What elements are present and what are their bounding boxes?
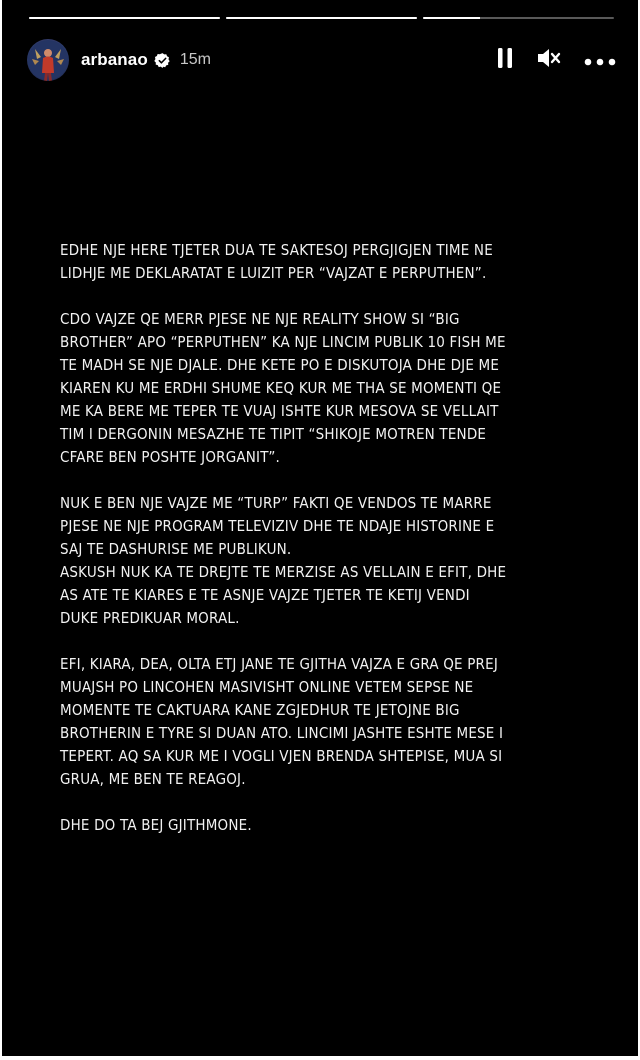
progress-fill: [226, 17, 417, 19]
avatar-figure-icon: [27, 39, 69, 81]
story-paragraph: CDO VAJZE QE MERR PJESE NE NJE REALITY SHOW SI “BIG BROTHER” APO “PERPUTHEN” KA NJE LINCIM PUBLIK 10 FISH ME TE MADH SE NJE DJALE. DHE KETE PO E DISKUTOJA DHE DJE ME KIAREN KU ME ERDHI SHUME KEQ KUR ME THA SE MOMENTI QE ME KA BERE ME TEPER TE VUAJ ISHTE KUR MESOVA SE VELLAIT TIM I DERGONIN MESAZHE TE TIPIT “SHIKOJE MOTREN TENDE CFARE BEN POSHTE JORGANIT”.: [60, 310, 506, 466]
verified-badge-icon: [154, 52, 171, 69]
progress-segment: [29, 17, 220, 19]
progress-segment: [226, 17, 417, 19]
story-paragraph: EDHE NJE HERE TJETER DUA TE SAKTESOJ PERGJIGJEN TIME NE LIDHJE ME DEKLARATAT E LUIZIT PER “VAJZAT E PERPUTHEN”.: [60, 241, 493, 282]
story-paragraph: NUK E BEN NJE VAJZE ME “TURP” FAKTI QE VENDOS TE MARRE PJESE NE NJE PROGRAM TELEVIZIV DHE TE NDAJE HISTORINE E SAJ TE DASHURISE ME PUBLIKUN. ASKUSH NUK KA TE DREJTE TE MERZISE AS VELLAIN E EFIT, DHE AS ATE TE KIARES E TE ASNJE VAJZE TJETER TE KETIJ VENDI DUKE PREDIKUAR MORAL.: [60, 494, 507, 627]
progress-fill: [423, 17, 480, 19]
pause-icon: [496, 47, 514, 69]
story-paragraph: DHE DO TA BEJ GJITHMONE.: [60, 816, 252, 834]
post-timestamp: 15m: [179, 51, 211, 68]
username[interactable]: arbanao: [81, 50, 148, 69]
story-controls: [496, 46, 616, 74]
mute-button[interactable]: [536, 46, 562, 74]
progress-segment: [423, 17, 614, 19]
more-options-button[interactable]: [584, 51, 616, 70]
user-avatar[interactable]: [27, 39, 69, 81]
pause-button[interactable]: [496, 47, 514, 73]
story-text-block: [60, 239, 537, 860]
story-header: [27, 38, 616, 82]
more-options-icon: [584, 58, 616, 66]
muted-speaker-icon: [536, 46, 562, 70]
story-viewer[interactable]: [2, 0, 638, 1056]
story-paragraph: EFI, KIARA, DEA, OLTA ETJ JANE TE GJITHA VAJZA E GRA QE PREJ MUAJSH PO LINCOHEN MASIVISHT ONLINE VETEM SEPSE NE MOMENTE TE CAKTUARA KANE ZGJEDHUR TE JETOJNE BIG BROTHERIN E TYRE SI DUAN ATO. LINCIMI JASHTE ESHTE MESE I TEPERT. AQ SA KUR ME I VOGLI VJEN BRENDA SHTEPISE, MUA SI GRUA, ME BEN TE REAGOJ.: [60, 655, 504, 788]
progress-fill: [29, 17, 220, 19]
story-progress-bar: [29, 17, 614, 19]
